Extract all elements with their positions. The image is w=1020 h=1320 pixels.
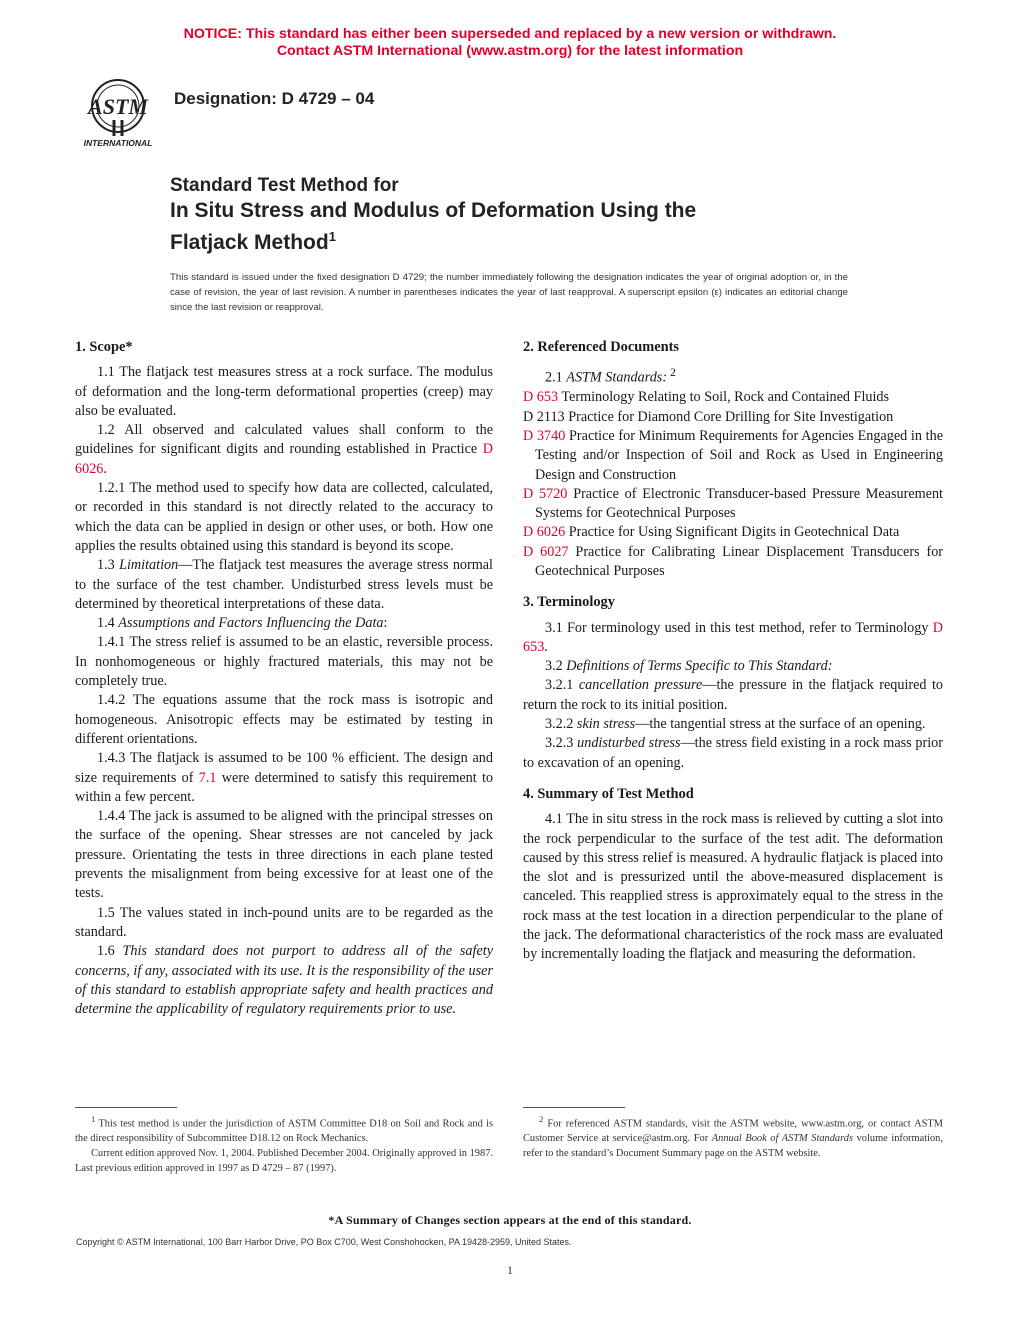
para-3-2: 3.2 Definitions of Terms Specific to This Standard: <box>545 658 833 675</box>
para-1-6: 1.6 This standard does not purport to address all of the safety concerns, if any, associated with its use. It is the responsibility of the user of this standard to establish appropriate safety and health practices and determine the applicability of regulatory requirements prior to use. <box>75 943 493 1018</box>
astm-logo <box>76 76 160 148</box>
notice-banner <box>0 26 1020 60</box>
footnote-2: $^2$ For referenced ASTM standards, visit the ASTM website, www.astm.org, or contact ASTM Customer Service at service@astm.org. For Annual Book of ASTM Standards volume information, refer to the standard’s Document Summary page on the ASTM website. <box>523 1114 943 1160</box>
link-7-1[interactable]: 7.1 <box>198 769 217 786</box>
ref-item: D 6027 Practice for Calibrating Linear Displacement Transducers for Geotechnical Purposes <box>523 543 944 579</box>
para-1-2-1: 1.2.1 The method used to specify how data are collected, calculated, or recorded in this standard is not directly related to the accuracy to which the data can be applied in design or other uses, or both. How one applies the results obtained using this standard is beyond its scope. <box>75 480 493 554</box>
ref-link-d6027[interactable]: D 6027 <box>523 543 569 560</box>
footnote-rule-right <box>523 1107 625 1108</box>
title-footnote-mark[interactable]: 1 <box>328 229 336 244</box>
para-1-2: 1.2 All observed and calculated values shall conform to the guidelines for significant digits and rounding established in Practice D 6026. <box>75 422 493 477</box>
link-d6026[interactable]: D 6026 <box>75 441 493 477</box>
section-3-heading: 3. Terminology <box>523 594 615 611</box>
svg-text:ASTM: ASTM <box>88 94 148 119</box>
page-number: 1 <box>507 1263 513 1277</box>
para-3-1: 3.1 For terminology used in this test method, refer to Terminology D 653. <box>523 619 943 655</box>
notice-line-1: NOTICE: This standard has either been superseded and replaced by a new version or withdrawn. <box>183 26 837 42</box>
ref-link-d653[interactable]: D 653 <box>523 389 559 406</box>
link-d653[interactable]: D 653 <box>523 619 943 655</box>
summary-of-changes-note: *A Summary of Changes section appears at the end of this standard. <box>328 1213 692 1227</box>
ref-link-d5720[interactable]: D 5720 <box>523 485 568 502</box>
ref-item: D 5720 Practice of Electronic Transducer-based Pressure Measurement Systems for Geotechnical Purposes <box>523 485 943 522</box>
notice-line-2: Contact ASTM International (www.astm.org) for the latest information <box>276 43 744 59</box>
para-3-2-1: 3.2.1 cancellation pressure—the pressure in the flatjack required to return the rock to its initial position. <box>523 677 944 713</box>
para-1-5: 1.5 The values stated in inch-pound units are to be regarded as the standard. <box>75 904 493 940</box>
ref-link-d3740[interactable]: D 3740 <box>523 427 566 444</box>
para-1-3: 1.3 Limitation—The flatjack test measures the average stress normal to the surface of the test chamber. Undisturbed stress levels must be determined by theoretical interpretations of these data. <box>75 557 493 612</box>
para-1-4-1: 1.4.1 The stress relief is assumed to be an elastic, reversible process. In nonhomogeneous or highly fractured materials, this may not be completely true. <box>75 634 493 690</box>
para-3-2-2: 3.2.2 skin stress—the tangential stress at the surface of an opening. <box>545 716 926 733</box>
para-1-4-4: 1.4.4 The jack is assumed to be aligned with the principal stresses on the surface of the opening. Shear stresses are not canceled by jack pressure. Orientating the tests in three directions in each plane tested prevents the misalignment from being excessive for at least one of the tests. <box>75 808 493 902</box>
ref-item: D 2113 Practice for Diamond Core Drilling for Site Investigation <box>523 408 894 425</box>
svg-text:INTERNATIONAL: INTERNATIONAL <box>83 138 153 148</box>
para-1-4-3: 1.4.3 The flatjack is assumed to be 100 % efficient. The design and size requirements of 7.1 were determined to satisfy this requirement to within a few percent. <box>75 750 493 805</box>
ref-item: D 6026 Practice for Using Significant Digits in Geotechnical Data <box>523 524 900 541</box>
title-line-1: Standard Test Method for <box>170 175 399 196</box>
para-4-1: 4.1 The in situ stress in the rock mass is relieved by cutting a slot into the rock perpendicular to the surface of the test adit. The deformation caused by this stress relief is measured. A hydraulic flatjack is placed into the slot and is pressurized until the above-measured displacement is canceled. This reapplied stress is approximately equal to the stress in the rock mass at the test location in a direction perpendicular to the plane of the jack. The deformational characteristics of the rock mass are evaluated by incrementally loading the flatjack and measuring the deformation. <box>523 811 943 963</box>
left-column <box>75 338 493 1019</box>
ref-code-d2113: D 2113 <box>523 408 565 425</box>
document-title <box>170 174 696 256</box>
footnote-1: $^1$ This test method is under the jurisdiction of ASTM Committee D18 on Soil and Rock and is the direct responsibility of Subcommittee D18.12 on Rock Mechanics. Current edition approved Nov. 1, 2004. Published December 2004. Originally approved in 1987. Last previous edition approved in 1997 as D 4729 – 87 (1997). <box>75 1114 493 1175</box>
para-1-4-2: 1.4.2 The equations assume that the rock mass is isotropic and homogeneous. Anisotropic effects may be estimated by testing in different orientations. <box>75 692 493 747</box>
para-1-1: 1.1 The flatjack test measures stress at a rock surface. The modulus of deformation and the long-term deformational properties (creep) may also be evaluated. <box>75 364 493 419</box>
title-line-2: In Situ Stress and Modulus of Deformation Using the <box>170 199 697 222</box>
issue-note: This standard is issued under the fixed designation D 4729; the number immediately following the designation indicates the year of original adoption or, in the case of revision, the year of last revision. A number in parentheses indicates the year of last reapproval. A superscript epsilon (ε) indicates an editorial change since the last revision or reapproval. <box>170 272 848 313</box>
para-2-1: 2.1 ASTM Standards: $^2$ <box>545 365 676 387</box>
ref-link-d6026[interactable]: D 6026 <box>523 524 566 541</box>
section-4-heading: 4. Summary of Test Method <box>523 785 694 802</box>
section-2-heading: 2. Referenced Documents <box>523 339 679 355</box>
designation: Designation: D 4729 – 04 <box>174 89 375 108</box>
ref-item: D 653 Terminology Relating to Soil, Rock and Contained Fluids <box>523 389 890 406</box>
title-line-3: Flatjack Method$^1$ <box>170 229 336 254</box>
footnote-rule-left <box>75 1107 177 1108</box>
ref-item: D 3740 Practice for Minimum Requirements for Agencies Engaged in the Testing and/or Inspection of Soil and Rock as Used in Engineering Design and Construction <box>523 427 943 483</box>
right-column <box>523 338 943 965</box>
para-1-4: 1.4 Assumptions and Factors Influencing the Data: <box>97 615 388 632</box>
copyright: Copyright © ASTM International, 100 Barr Harbor Drive, PO Box C700, West Conshohocken, PA 19428-2959, United States. <box>76 1237 572 1247</box>
para-3-2-3: 3.2.3 undisturbed stress—the stress field existing in a rock mass prior to excavation of an opening. <box>523 735 944 771</box>
section-1-heading: 1. Scope* <box>75 339 133 355</box>
